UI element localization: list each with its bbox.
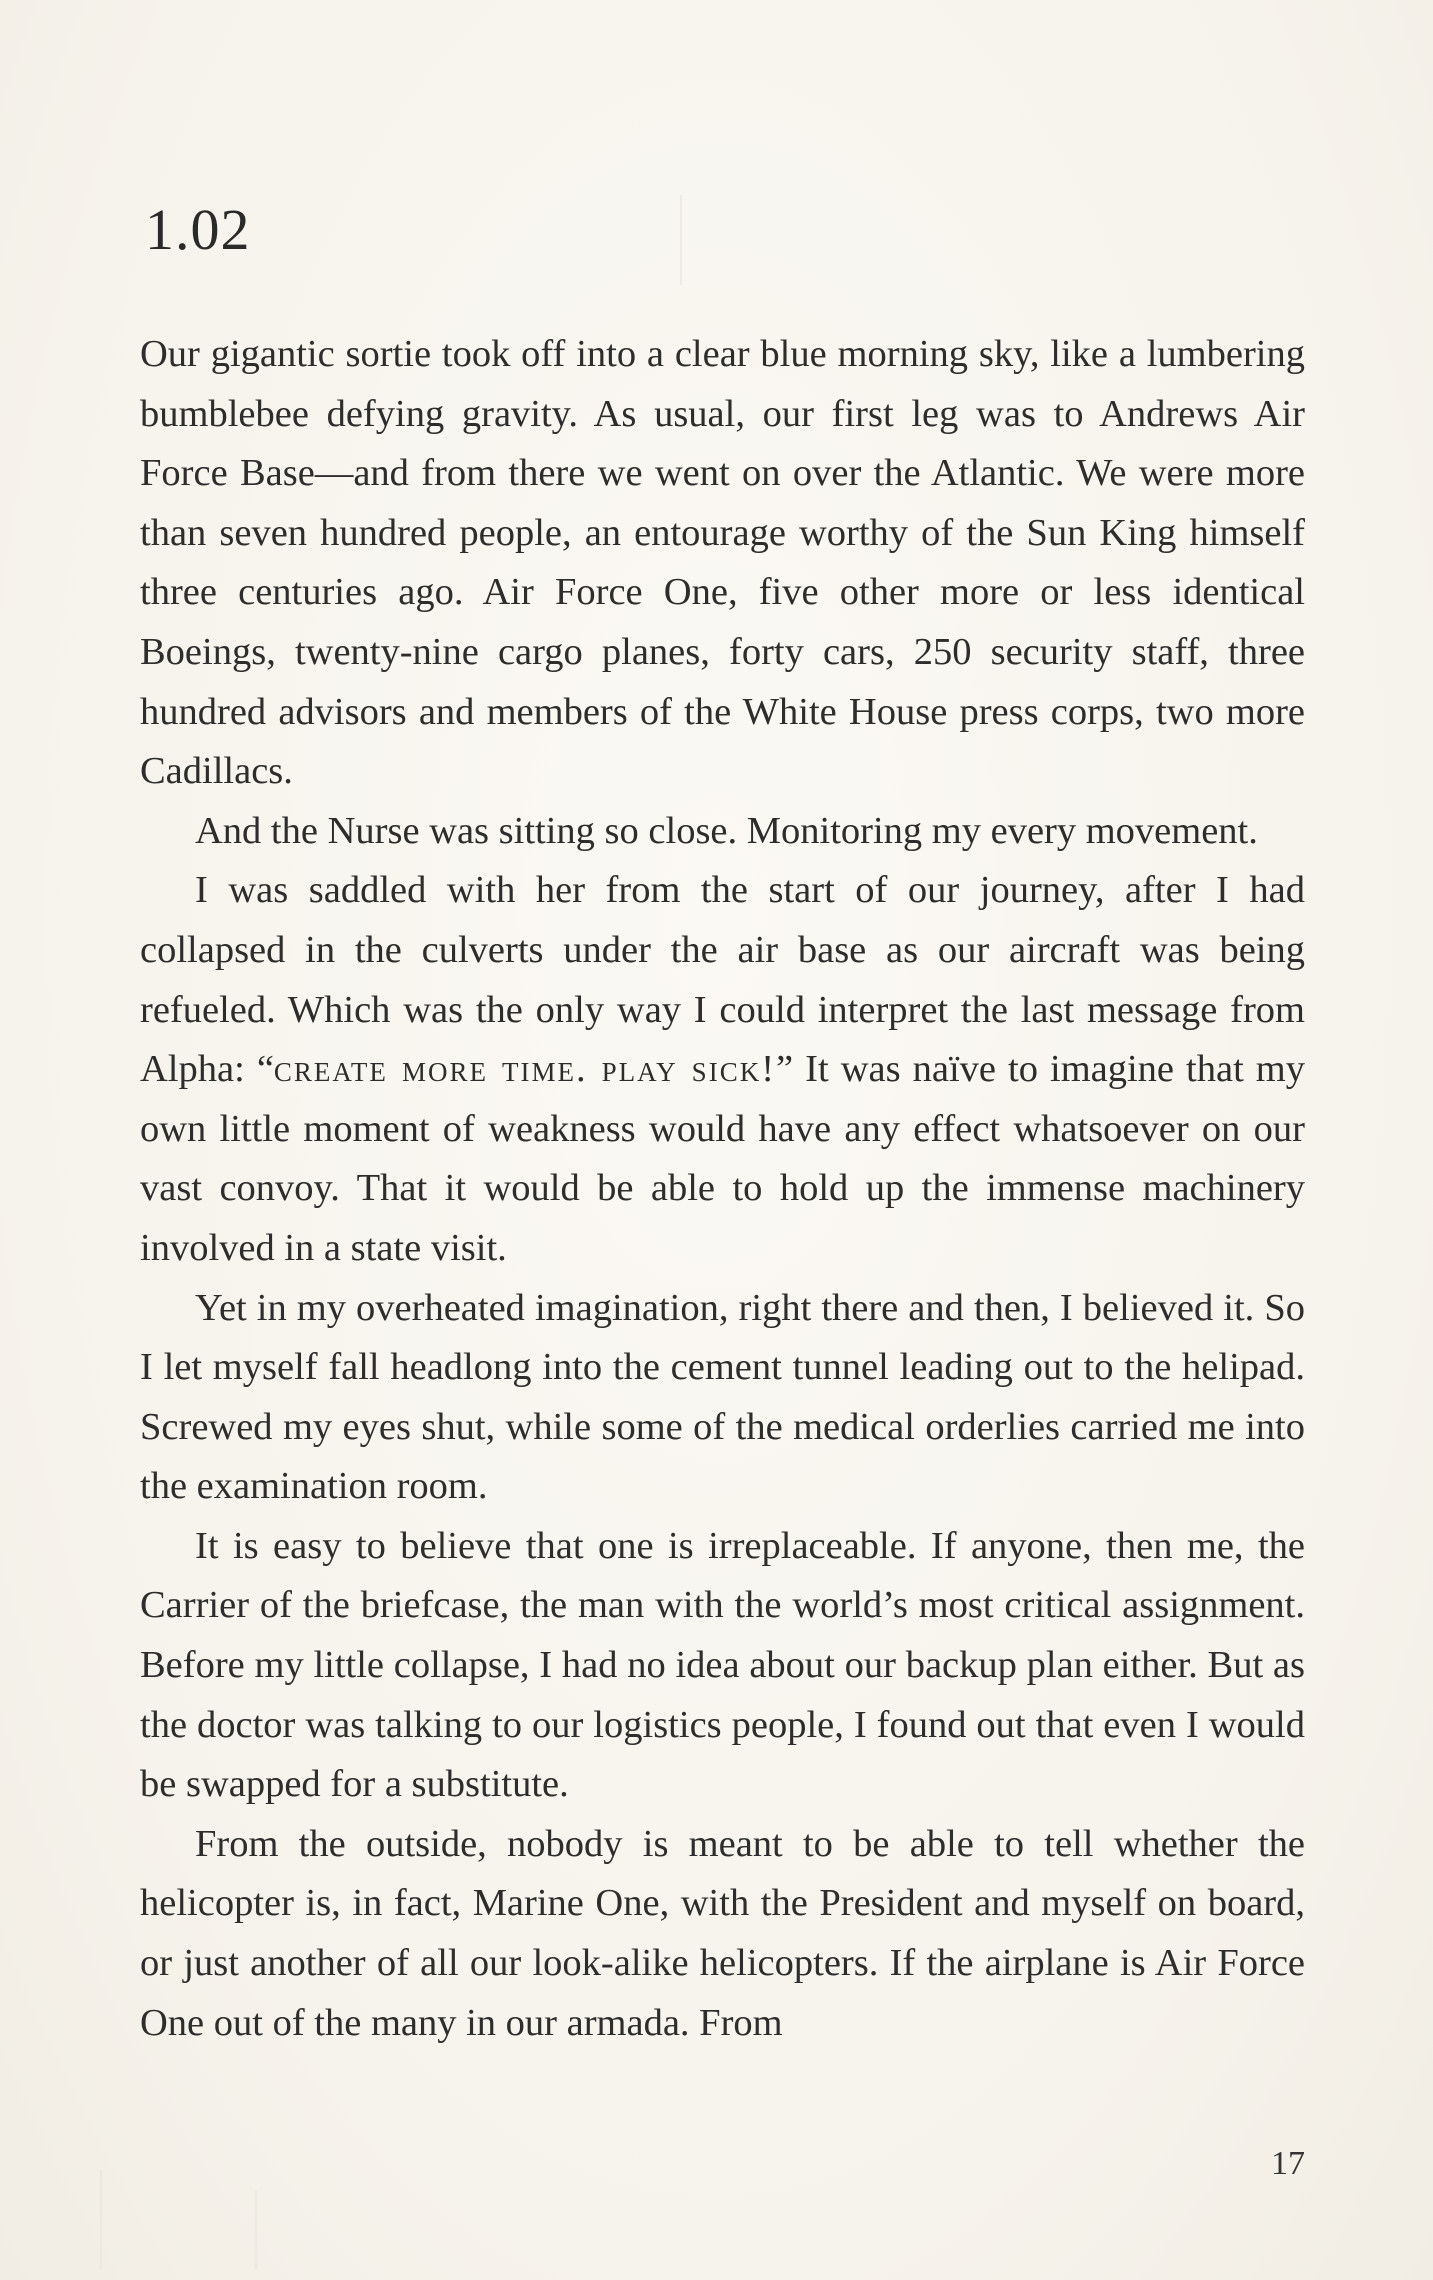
- body-text: [140, 325, 1305, 2053]
- paragraph-text: Our gigantic sortie took off into a clear blue morning sky, like a lumbering bumblebee defying gravity. As usual, our first leg was to Andrews Air Force Base—and from there we went on over the Atlantic. We were more than seven hundred people, an entourage worthy of the Sun King himself three centuries ago. Air Force One, five other more or less identical Boeings, twenty-nine cargo planes, forty cars, 250 security staff, three hundred advisors and members of the White House press corps, two more Cadillacs.: [140, 333, 1305, 793]
- show-through-mark: [680, 195, 682, 285]
- paragraph: [140, 861, 1305, 1278]
- paragraph: [140, 1517, 1305, 1815]
- show-through-mark: [255, 2190, 257, 2270]
- show-through-mark: [100, 2170, 102, 2270]
- paragraph-text: Yet in my overheated imagination, right there and then, I believed it. So I let myself fall headlong into the cement tunnel leading out to the helipad. Screwed my eyes shut, while some of the medical orderlies carried me into the examination room.: [140, 1286, 1305, 1508]
- paragraph-text: And the Nurse was sitting so close. Monitoring my every movement.: [195, 809, 1258, 852]
- alpha-message: create more time. play sick!: [273, 1048, 777, 1091]
- paragraph: [140, 1279, 1305, 1517]
- paragraph: [140, 1815, 1305, 2053]
- chapter-heading: 1.02: [145, 197, 251, 262]
- paragraph-text: It is easy to believe that one is irreplaceable. If anyone, then me, the Carrier of the briefcase, the man with the world’s most critical assignment. Before my little collapse, I had no idea about our backup plan either. But as the doctor was talking to our logistics people, I found out that even I would be swapped for a substitute.: [140, 1524, 1305, 1806]
- paragraph: [140, 802, 1305, 862]
- paragraph: [140, 325, 1305, 802]
- paragraph-text: From the outside, nobody is meant to be able to tell whether the helicopter is, in fact, Marine One, with the President and myself on board, or just another of all our look-alike helicopters. If the airplane is Air Force One out of the many in our armada. From: [140, 1822, 1305, 2044]
- page-number: 17: [1271, 2145, 1305, 2182]
- paragraph-text: I was saddled with her from the start of our journey, after I had collapsed in the culverts under the air base as our aircraft was being refueled. Which was the only way I could interpret the last message from Alpha: “: [140, 869, 1305, 1091]
- paragraph-text: ” It was naïve to imagine that my own little moment of weakness would have any effect whatsoever on our vast convoy. That it would be able to hold up the immense machinery involved in a state visit.: [140, 1048, 1306, 1269]
